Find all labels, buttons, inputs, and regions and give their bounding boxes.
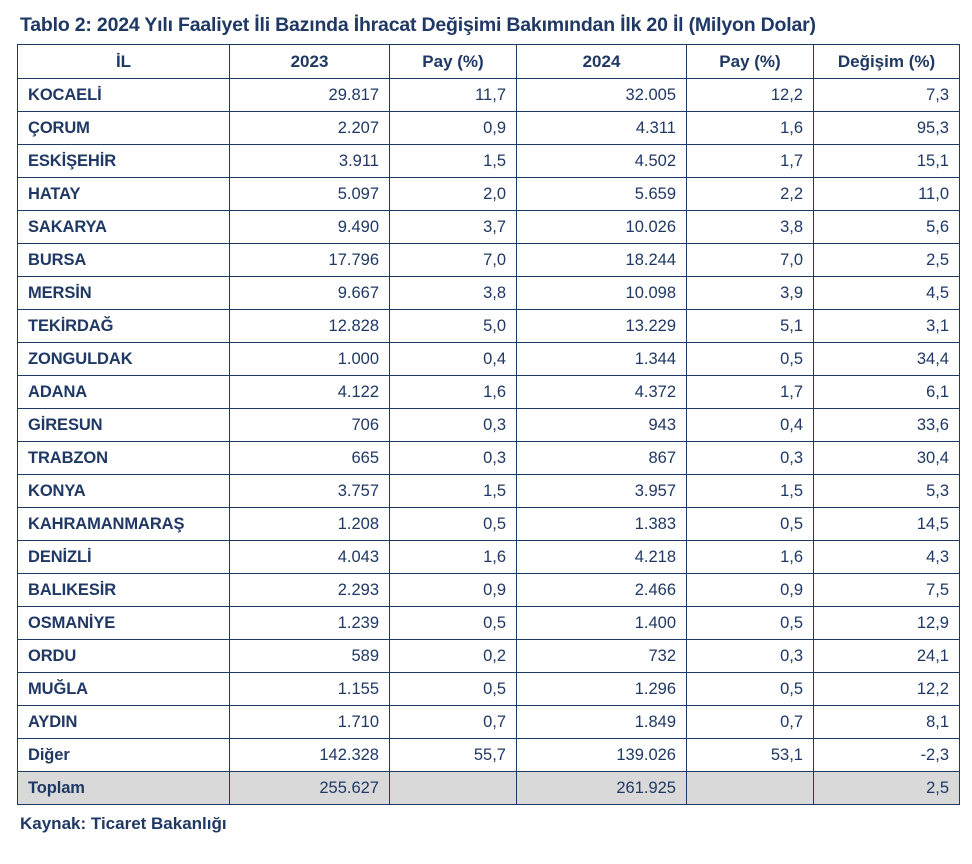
- cell-city: ÇORUM: [18, 112, 230, 145]
- table-body: [18, 79, 960, 805]
- cell-share-2023: 0,4: [390, 343, 517, 376]
- cell-2023: 1.000: [230, 343, 390, 376]
- cell-2024: 10.098: [517, 277, 687, 310]
- cell-2023: 29.817: [230, 79, 390, 112]
- cell-change: 34,4: [814, 343, 960, 376]
- cell-2024: 943: [517, 409, 687, 442]
- cell-change: 7,3: [814, 79, 960, 112]
- cell-2023: 9.490: [230, 211, 390, 244]
- cell-2024: 4.218: [517, 541, 687, 574]
- cell-2024: 32.005: [517, 79, 687, 112]
- cell-share-2024: 0,5: [687, 607, 814, 640]
- cell-share-2023: 2,0: [390, 178, 517, 211]
- cell-2023: 1.208: [230, 508, 390, 541]
- cell-share-2024: 1,5: [687, 475, 814, 508]
- cell-share-2023: 0,7: [390, 706, 517, 739]
- cell-share-2024: 0,7: [687, 706, 814, 739]
- cell-share-2024: 1,7: [687, 145, 814, 178]
- cell-city: Toplam: [18, 772, 230, 805]
- cell-change: 8,1: [814, 706, 960, 739]
- cell-city: DENİZLİ: [18, 541, 230, 574]
- cell-share-2024: 0,3: [687, 640, 814, 673]
- cell-city: ESKİŞEHİR: [18, 145, 230, 178]
- cell-share-2024: 7,0: [687, 244, 814, 277]
- cell-share-2024: 1,7: [687, 376, 814, 409]
- cell-city: OSMANİYE: [18, 607, 230, 640]
- cell-change: 95,3: [814, 112, 960, 145]
- cell-share-2023: 5,0: [390, 310, 517, 343]
- cell-share-2023: 11,7: [390, 79, 517, 112]
- cell-2024: 4.502: [517, 145, 687, 178]
- cell-2024: 1.296: [517, 673, 687, 706]
- export-change-table: [17, 44, 960, 805]
- cell-share-2023: 0,5: [390, 607, 517, 640]
- cell-share-2023: 0,3: [390, 442, 517, 475]
- cell-share-2023: 55,7: [390, 739, 517, 772]
- cell-2024: 1.400: [517, 607, 687, 640]
- cell-change: 11,0: [814, 178, 960, 211]
- cell-change: 4,5: [814, 277, 960, 310]
- cell-change: 7,5: [814, 574, 960, 607]
- cell-2023: 1.710: [230, 706, 390, 739]
- table-row: [18, 442, 960, 475]
- cell-share-2024: 1,6: [687, 541, 814, 574]
- table-row: [18, 112, 960, 145]
- cell-2023: 5.097: [230, 178, 390, 211]
- cell-share-2023: 3,8: [390, 277, 517, 310]
- cell-2024: 867: [517, 442, 687, 475]
- cell-share-2024: 53,1: [687, 739, 814, 772]
- cell-share-2023: 0,5: [390, 673, 517, 706]
- table-row: [18, 376, 960, 409]
- cell-2024: 1.849: [517, 706, 687, 739]
- cell-2023: 255.627: [230, 772, 390, 805]
- cell-change: 2,5: [814, 772, 960, 805]
- cell-change: 12,2: [814, 673, 960, 706]
- cell-share-2023: 0,2: [390, 640, 517, 673]
- table-row: [18, 640, 960, 673]
- table-row: [18, 607, 960, 640]
- cell-share-2023: 0,9: [390, 574, 517, 607]
- cell-share-2023: 0,3: [390, 409, 517, 442]
- cell-city: KONYA: [18, 475, 230, 508]
- cell-change: 30,4: [814, 442, 960, 475]
- table-row: [18, 475, 960, 508]
- cell-2024: 4.372: [517, 376, 687, 409]
- cell-2024: 18.244: [517, 244, 687, 277]
- cell-2023: 706: [230, 409, 390, 442]
- cell-share-2024: 3,9: [687, 277, 814, 310]
- cell-city: ORDU: [18, 640, 230, 673]
- cell-2023: 2.293: [230, 574, 390, 607]
- table-row: [18, 574, 960, 607]
- cell-share-2024: 1,6: [687, 112, 814, 145]
- column-header-change: Değişim (%): [814, 45, 960, 79]
- table-row: [18, 739, 960, 772]
- cell-share-2023: 1,5: [390, 475, 517, 508]
- cell-share-2024: 0,5: [687, 508, 814, 541]
- cell-2023: 12.828: [230, 310, 390, 343]
- cell-2023: 9.667: [230, 277, 390, 310]
- cell-city: BURSA: [18, 244, 230, 277]
- cell-change: 24,1: [814, 640, 960, 673]
- cell-2024: 732: [517, 640, 687, 673]
- cell-change: 2,5: [814, 244, 960, 277]
- cell-share-2023: 0,9: [390, 112, 517, 145]
- cell-share-2023: 1,5: [390, 145, 517, 178]
- cell-city: TRABZON: [18, 442, 230, 475]
- cell-2023: 589: [230, 640, 390, 673]
- cell-share-2024: 3,8: [687, 211, 814, 244]
- cell-city: MUĞLA: [18, 673, 230, 706]
- cell-change: 15,1: [814, 145, 960, 178]
- cell-share-2023: 1,6: [390, 376, 517, 409]
- column-header-share-2023: Pay (%): [390, 45, 517, 79]
- table-row: [18, 277, 960, 310]
- cell-2023: 665: [230, 442, 390, 475]
- cell-share-2024: 5,1: [687, 310, 814, 343]
- cell-2024: 4.311: [517, 112, 687, 145]
- cell-change: 5,3: [814, 475, 960, 508]
- column-header-city: İL: [18, 45, 230, 79]
- cell-city: KOCAELİ: [18, 79, 230, 112]
- cell-share-2024: 0,9: [687, 574, 814, 607]
- cell-2024: 13.229: [517, 310, 687, 343]
- cell-change: 3,1: [814, 310, 960, 343]
- cell-share-2024: 0,3: [687, 442, 814, 475]
- table-row: [18, 343, 960, 376]
- table-row: [18, 211, 960, 244]
- cell-share-2023: 1,6: [390, 541, 517, 574]
- cell-change: 33,6: [814, 409, 960, 442]
- cell-2023: 3.757: [230, 475, 390, 508]
- table-row: [18, 673, 960, 706]
- table-header-row: [18, 45, 960, 79]
- cell-city: ADANA: [18, 376, 230, 409]
- column-header-2023: 2023: [230, 45, 390, 79]
- table-row: [18, 244, 960, 277]
- cell-share-2024: 0,5: [687, 673, 814, 706]
- cell-2024: 139.026: [517, 739, 687, 772]
- cell-2023: 1.155: [230, 673, 390, 706]
- cell-city: GİRESUN: [18, 409, 230, 442]
- cell-share-2024: 0,4: [687, 409, 814, 442]
- cell-2023: 1.239: [230, 607, 390, 640]
- cell-change: 5,6: [814, 211, 960, 244]
- cell-city: Diğer: [18, 739, 230, 772]
- cell-2024: 261.925: [517, 772, 687, 805]
- cell-2023: 17.796: [230, 244, 390, 277]
- cell-2024: 2.466: [517, 574, 687, 607]
- table-row: [18, 178, 960, 211]
- table-row: [18, 772, 960, 805]
- cell-2023: 2.207: [230, 112, 390, 145]
- table-row: [18, 145, 960, 178]
- cell-share-2024: 0,5: [687, 343, 814, 376]
- cell-change: 14,5: [814, 508, 960, 541]
- cell-2023: 4.043: [230, 541, 390, 574]
- table-title: Tablo 2: 2024 Yılı Faaliyet İli Bazında İhracat Değişimi Bakımından İlk 20 İl (Milyon Dolar): [20, 14, 816, 36]
- table-row: [18, 706, 960, 739]
- cell-share-2023: [390, 772, 517, 805]
- table-row: [18, 508, 960, 541]
- cell-city: BALIKESİR: [18, 574, 230, 607]
- cell-city: SAKARYA: [18, 211, 230, 244]
- cell-share-2024: 2,2: [687, 178, 814, 211]
- column-header-2024: 2024: [517, 45, 687, 79]
- table-row: [18, 79, 960, 112]
- cell-2023: 4.122: [230, 376, 390, 409]
- cell-share-2023: 7,0: [390, 244, 517, 277]
- cell-2024: 1.383: [517, 508, 687, 541]
- cell-change: 4,3: [814, 541, 960, 574]
- source-note: Kaynak: Ticaret Bakanlığı: [20, 814, 227, 833]
- table-row: [18, 409, 960, 442]
- cell-change: 6,1: [814, 376, 960, 409]
- cell-2023: 3.911: [230, 145, 390, 178]
- cell-city: MERSİN: [18, 277, 230, 310]
- cell-2024: 10.026: [517, 211, 687, 244]
- cell-2024: 1.344: [517, 343, 687, 376]
- cell-change: -2,3: [814, 739, 960, 772]
- cell-city: AYDIN: [18, 706, 230, 739]
- cell-2024: 5.659: [517, 178, 687, 211]
- cell-city: TEKİRDAĞ: [18, 310, 230, 343]
- column-header-share-2024: Pay (%): [687, 45, 814, 79]
- cell-city: HATAY: [18, 178, 230, 211]
- table-row: [18, 541, 960, 574]
- cell-2024: 3.957: [517, 475, 687, 508]
- cell-change: 12,9: [814, 607, 960, 640]
- cell-share-2023: 0,5: [390, 508, 517, 541]
- cell-2023: 142.328: [230, 739, 390, 772]
- cell-city: KAHRAMANMARAŞ: [18, 508, 230, 541]
- cell-share-2024: 12,2: [687, 79, 814, 112]
- cell-share-2024: [687, 772, 814, 805]
- table-row: [18, 310, 960, 343]
- cell-city: ZONGULDAK: [18, 343, 230, 376]
- cell-share-2023: 3,7: [390, 211, 517, 244]
